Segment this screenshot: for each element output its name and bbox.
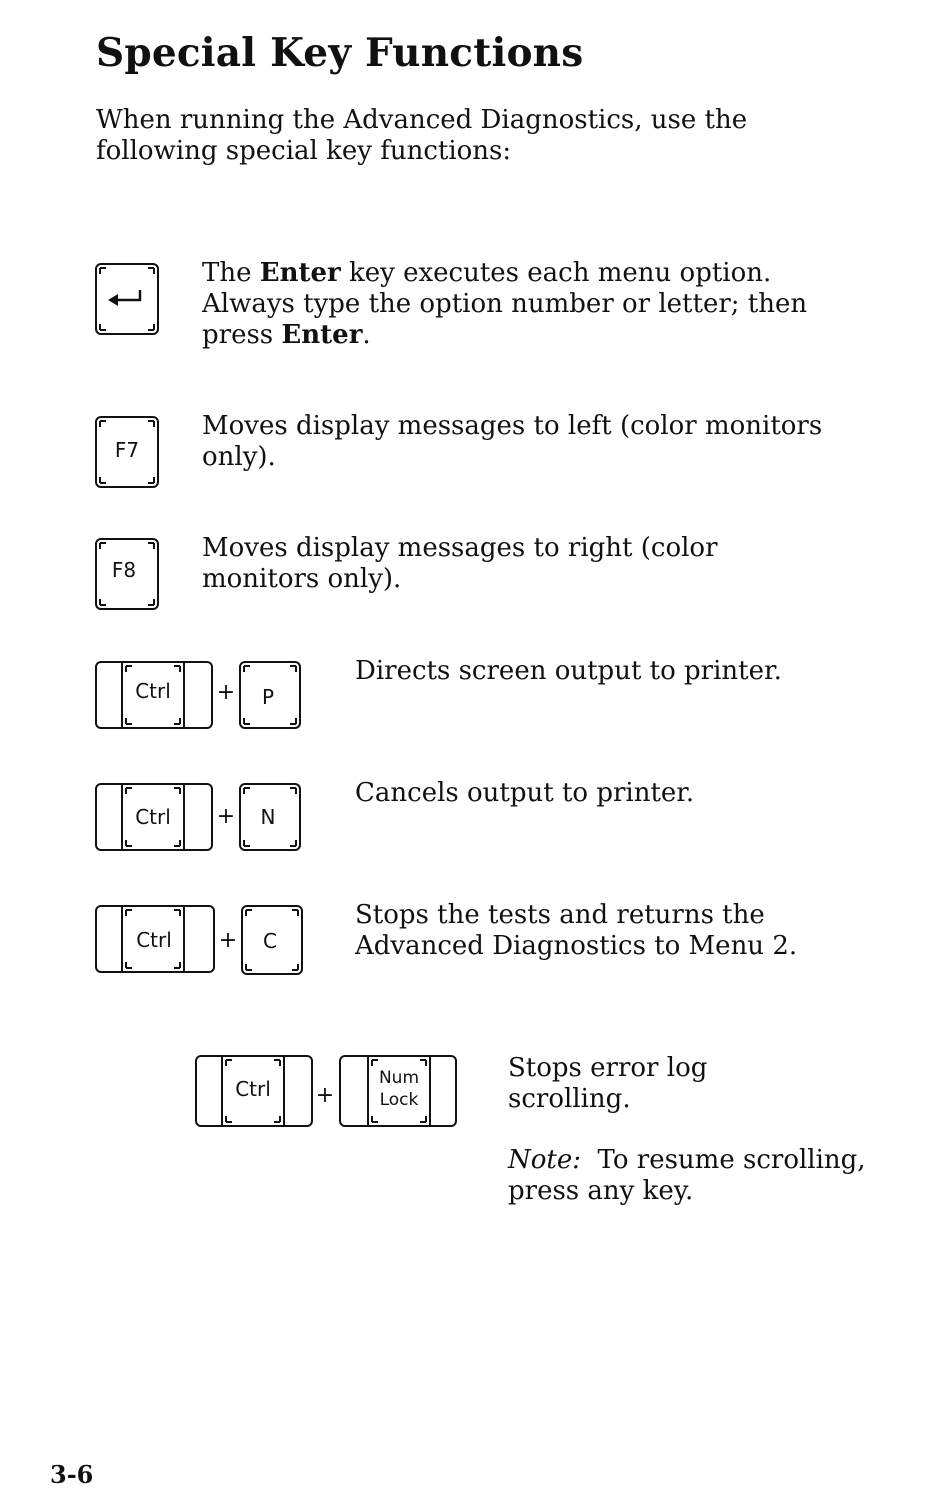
ctrl-p-description: Directs screen output to printer. bbox=[355, 656, 782, 686]
f7-key-label: F7 bbox=[114, 438, 140, 462]
ctrl-c-combo-icon bbox=[92, 902, 312, 982]
note-paragraph bbox=[508, 1145, 868, 1207]
enter-bold-1: Enter bbox=[259, 258, 341, 288]
f7-key-icon bbox=[92, 413, 166, 493]
ctrl-c-description: Stops the tests and returns the Advanced Diagnostics to Menu 2. bbox=[355, 900, 798, 961]
p-key-label: P bbox=[261, 685, 275, 709]
ctrl-numlock-description: Stops error log scrolling. bbox=[508, 1053, 708, 1114]
ctrl-p-combo-icon bbox=[92, 656, 312, 736]
plus-sign: + bbox=[218, 928, 238, 953]
enter-bold-2: Enter bbox=[281, 320, 363, 350]
enter-key-icon bbox=[92, 260, 166, 340]
ctrl-numlock-combo-icon bbox=[192, 1052, 464, 1132]
intro-paragraph: When running the Advanced Diagnostics, use the following special key functions: bbox=[96, 105, 748, 166]
num-key-label: Num bbox=[378, 1068, 420, 1088]
plus-sign: + bbox=[315, 1083, 335, 1108]
ctrl-key-label: Ctrl bbox=[136, 928, 172, 952]
plus-sign: + bbox=[216, 680, 236, 705]
lock-key-label: Lock bbox=[379, 1090, 419, 1110]
f8-key-label: F8 bbox=[111, 558, 137, 582]
ctrl-n-combo-icon bbox=[92, 778, 312, 858]
ctrl-key-label: Ctrl bbox=[135, 679, 171, 703]
page-title: Special Key Functions bbox=[96, 30, 584, 76]
ctrl-key-label: Ctrl bbox=[135, 805, 171, 829]
enter-key-description: The Enter key executes each menu option. Always type the option number or letter; then press Enter. bbox=[202, 258, 808, 350]
f8-key-icon bbox=[92, 535, 166, 615]
ctrl-n-description: Cancels output to printer. bbox=[355, 778, 695, 808]
note-label: Note: bbox=[508, 1145, 581, 1175]
note-text: To resume scrolling, press any key. bbox=[508, 1145, 866, 1206]
plus-sign: + bbox=[216, 804, 236, 829]
ctrl-key-label: Ctrl bbox=[235, 1077, 271, 1101]
n-key-label: N bbox=[260, 805, 276, 829]
f8-description: Moves display messages to right (color monitors only). bbox=[202, 533, 718, 594]
f7-description: Moves display messages to left (color monitors only). bbox=[202, 411, 823, 472]
page-number: 3-6 bbox=[50, 1460, 94, 1489]
c-key-label: C bbox=[263, 929, 277, 953]
